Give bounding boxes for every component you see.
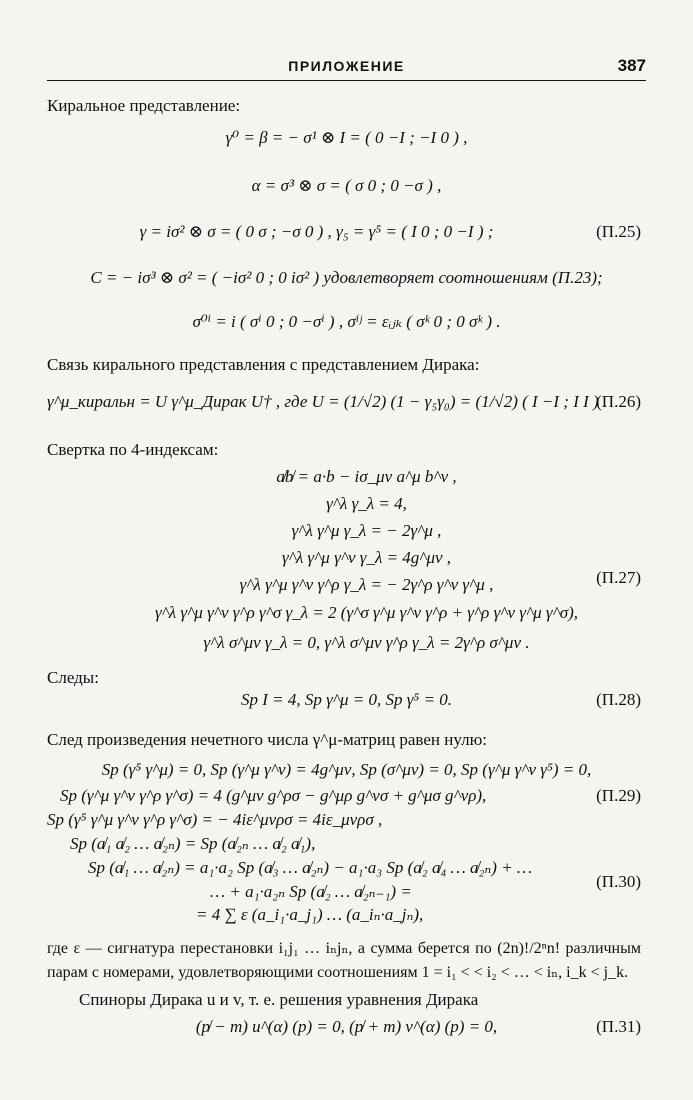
equation-traces: Sp I = 4, Sp γ^μ = 0, Sp γ⁵ = 0. — [240, 690, 453, 709]
paragraph-relation: Связь кирального представления с представлением Дирака: — [47, 355, 480, 374]
running-header — [47, 56, 646, 81]
equation-contraction-2: γ^λ γ^μ γ_λ = − 2γ^μ , — [291, 521, 442, 540]
equation-gamma-gamma5: γ = iσ² ⊗ σ = ( 0 σ ; −σ 0 ) , γ₅ = γ⁵ = ( I 0 ; 0 −I ) ; — [139, 222, 494, 241]
equation-trace-expansion: Sp (a̸₁ … a̸₂ₙ) = a₁·a₂ Sp (a̸₃ … a̸₂ₙ) − a₁·a₃ Sp (a̸₂ a̸₄ … a̸₂ₙ) + … — [88, 858, 533, 877]
equation-trace-1: Sp (γ⁵ γ^μ) = 0, Sp (γ^μ γ^ν) = 4g^μν, Sp (σ^μν) = 0, Sp (γ^μ γ^ν γ⁵) = 0, — [101, 760, 592, 779]
equation-slash-product: a̸b̸ = a·b − iσ_μν a^μ b^ν , — [276, 467, 457, 486]
equation-label: (П.27) — [596, 568, 641, 587]
equation-alpha: α = σ³ ⊗ σ = ( σ 0 ; 0 −σ ) , — [251, 176, 442, 195]
paragraph-signature: где ε — сигнатура перестановки i₁j₁ … iₙjₙ, а сумма берется по (2n)!/2ⁿn! различным парам с номерами, удовлетворяющими соотношениям 1 = i₁ < < i₂ < … < iₙ, i_k < j_k. — [47, 940, 641, 981]
paragraph-traces: Следы: — [47, 668, 99, 687]
equation-contraction-6: γ^λ σ^μν γ_λ = 0, γ^λ σ^μν γ^ρ γ_λ = 2γ^ρ σ^μν . — [203, 633, 530, 652]
equation-label: (П.31) — [596, 1017, 641, 1036]
equation-label: (П.29) — [596, 786, 641, 805]
equation-sigma: σ⁰ⁱ = i ( σⁱ 0 ; 0 −σⁱ ) , σⁱʲ = εᵢⱼₖ ( σᵏ 0 ; 0 σᵏ ) . — [192, 312, 501, 331]
header-title: ПРИЛОЖЕНИЕ — [288, 58, 405, 74]
equation-c-matrix: C = − iσ³ ⊗ σ² = ( −iσ² 0 ; 0 iσ² ) удовлетворяет соотношениям (П.23); — [90, 268, 603, 287]
equation-contraction-4: γ^λ γ^μ γ^ν γ^ρ γ_λ = − 2γ^ρ γ^ν γ^μ , — [239, 575, 494, 594]
equation-dirac: (p̸ − m) u^(α) (p) = 0, (p̸ + m) v^(α) (p) = 0, — [195, 1017, 498, 1036]
page-number: 387 — [617, 56, 646, 75]
equation-contraction-1: γ^λ γ_λ = 4, — [326, 494, 407, 513]
equation-chiral-dirac: γ^μ_киральн = U γ^μ_Дирак U† , где U = (1/√2) (1 − γ₅γ₀) = (1/√2) ( I −I ; I I ) . — [47, 392, 608, 411]
paragraph-chiral: Киральное представление: — [47, 96, 241, 115]
equation-trace-expansion-cont: … + a₁·a₂ₙ Sp (a̸₂ … a̸₂ₙ₋₁) = — [210, 882, 412, 901]
equation-trace-2: Sp (γ^μ γ^ν γ^ρ γ^σ) = 4 (g^μν g^ρσ − g^μρ g^νσ + g^μσ g^νρ), — [60, 786, 487, 805]
paragraph-spinors: Спиноры Дирака u и v, т. е. решения уравнения Дирака — [79, 990, 479, 1009]
equation-label: (П.25) — [596, 222, 641, 241]
equation-trace-reverse: Sp (a̸₁ a̸₂ … a̸₂ₙ) = Sp (a̸₂ₙ … a̸₂ a̸₁), — [70, 834, 316, 853]
equation-trace-sum: = 4 ∑ ε (a_i₁·a_j₁) … (a_iₙ·a_jₙ), — [196, 905, 424, 924]
equation-trace-3: Sp (γ⁵ γ^μ γ^ν γ^ρ γ^σ) = − 4iε^μνρσ = 4iε_μνρσ , — [47, 810, 383, 829]
paragraph-contraction: Свертка по 4-индексам: — [47, 440, 219, 459]
equation-contraction-3: γ^λ γ^μ γ^ν γ_λ = 4g^μν , — [281, 548, 452, 567]
equation-gamma0: γ⁰ = β = − σ¹ ⊗ I = ( 0 −I ; −I 0 ) , — [225, 128, 468, 147]
equation-label: (П.30) — [596, 872, 641, 891]
equation-label: (П.28) — [596, 690, 641, 709]
equation-contraction-5: γ^λ γ^μ γ^ν γ^ρ γ^σ γ_λ = 2 (γ^σ γ^μ γ^ν γ^ρ + γ^ρ γ^ν γ^μ γ^σ), — [154, 603, 579, 622]
paragraph-odd-trace: След произведения нечетного числа γ^μ-матриц равен нулю: — [47, 730, 487, 749]
equation-label: (П.26) — [596, 392, 641, 411]
